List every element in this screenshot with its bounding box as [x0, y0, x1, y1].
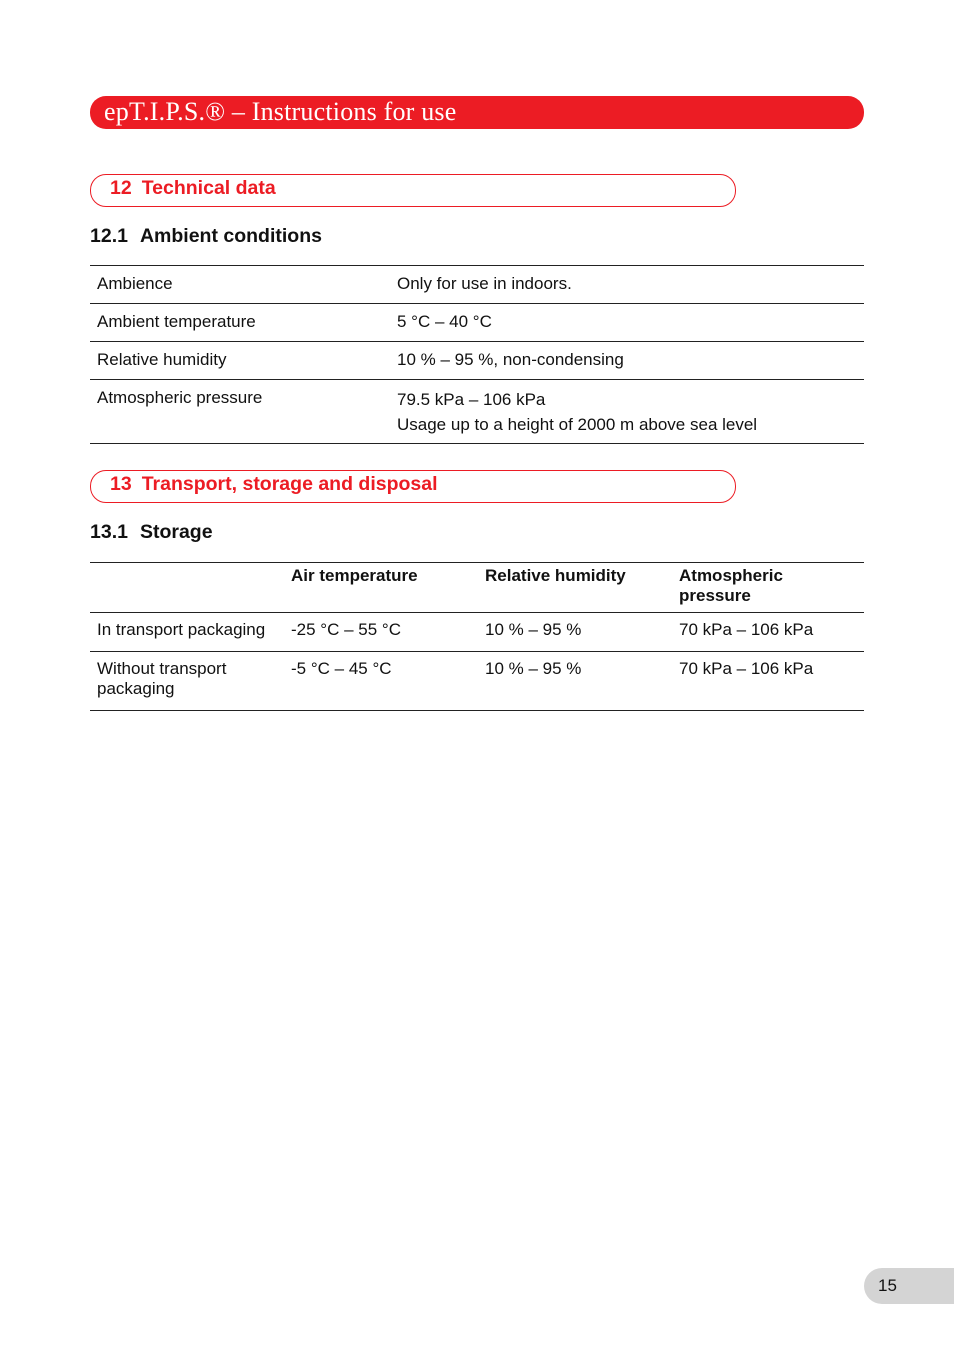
section-number: 12: [110, 177, 132, 200]
page-number-tab: [864, 1268, 954, 1304]
column-header: Atmospheric pressure: [672, 563, 864, 613]
table-cell: In transport packaging: [90, 613, 284, 652]
ambient-conditions-table: [90, 265, 864, 444]
subsection-title: Ambient conditions: [139, 225, 322, 247]
table-cell: 10 % – 95 %: [478, 652, 672, 711]
table-cell: -25 °C – 55 °C: [284, 613, 478, 652]
table-header-row: [90, 563, 864, 613]
column-header: Air temperature: [284, 563, 478, 613]
table-cell-value: 5 °C – 40 °C: [390, 304, 864, 342]
table-row: [90, 380, 864, 444]
section-number: 13: [110, 473, 132, 496]
table-cell-value: 10 % – 95 %, non-condensing: [390, 342, 864, 380]
column-header: [90, 563, 284, 613]
section-heading-technical-data: [90, 174, 736, 207]
table-cell: 70 kPa – 106 kPa: [672, 652, 864, 711]
value-line: Usage up to a height of 2000 m above sea level: [397, 415, 758, 434]
table-cell-label: Atmospheric pressure: [90, 380, 390, 444]
table-row: [90, 652, 864, 711]
table-row: [90, 266, 864, 304]
section-title: Transport, storage and disposal: [141, 473, 438, 496]
table-cell: Without transport packaging: [90, 652, 284, 711]
column-header: Relative humidity: [478, 563, 672, 613]
subsection-heading-storage: [90, 521, 213, 544]
table-cell-value: [390, 380, 864, 444]
table-row: [90, 342, 864, 380]
table-cell: -5 °C – 45 °C: [284, 652, 478, 711]
document-title: epT.I.P.S.® – Instructions for use: [104, 96, 457, 126]
header-banner: [90, 96, 864, 129]
subsection-title: Storage: [139, 521, 213, 543]
table-cell-value: Only for use in indoors.: [390, 266, 864, 304]
table-cell-label: Relative humidity: [90, 342, 390, 380]
section-heading-transport-storage-disposal: [90, 470, 736, 503]
table-row: [90, 613, 864, 652]
subsection-heading-ambient-conditions: [90, 225, 322, 248]
table-cell: 10 % – 95 %: [478, 613, 672, 652]
value-line: 79.5 kPa – 106 kPa: [397, 390, 546, 409]
subsection-number: 13.1: [90, 521, 128, 543]
subsection-number: 12.1: [90, 225, 128, 247]
table-cell-label: Ambient temperature: [90, 304, 390, 342]
table-row: [90, 304, 864, 342]
page-number: 15: [878, 1276, 897, 1295]
table-cell-label: Ambience: [90, 266, 390, 304]
storage-table: [90, 562, 864, 711]
section-title: Technical data: [141, 177, 276, 200]
table-cell: 70 kPa – 106 kPa: [672, 613, 864, 652]
